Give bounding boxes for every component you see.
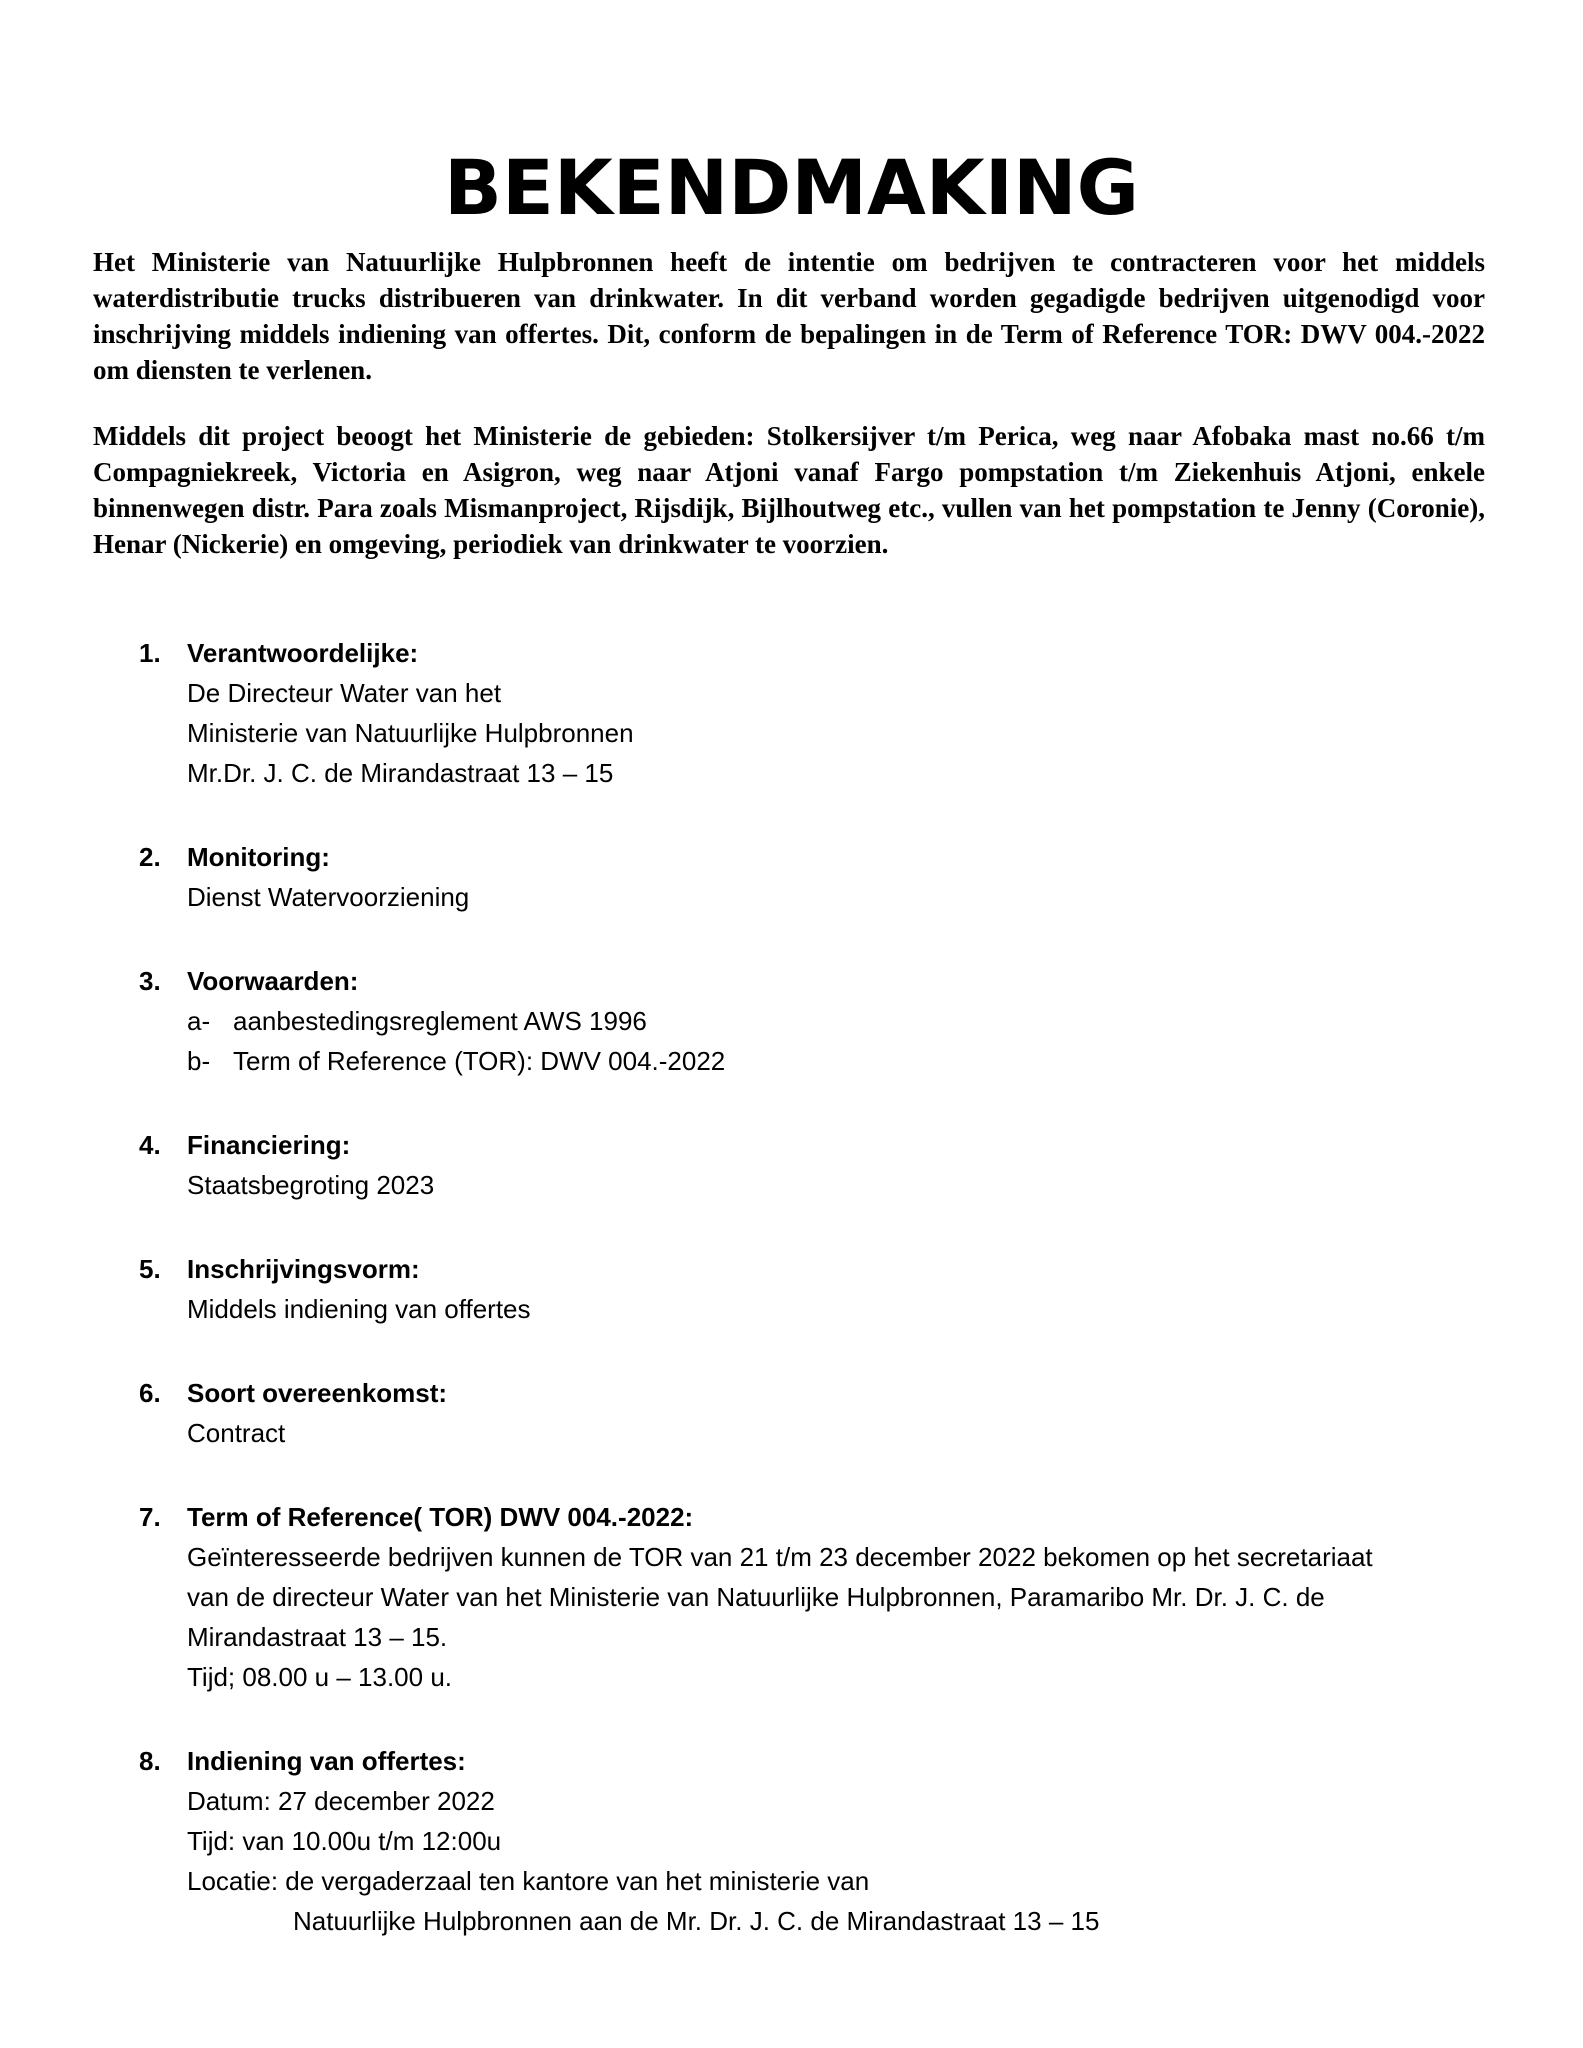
item-line: Mirandastraat 13 – 15. [187, 1622, 448, 1652]
list-item-verantwoordelijke [93, 633, 1493, 793]
item-number: 5. [139, 1254, 161, 1284]
list-item-monitoring [93, 837, 1493, 917]
item-heading: Financiering: [187, 1130, 351, 1160]
item-line: Contract [187, 1418, 286, 1448]
item-line: Tijd; 08.00 u – 13.00 u. [187, 1662, 453, 1692]
item-heading: Term of Reference( TOR) DWV 004.-2022: [187, 1502, 694, 1532]
item-heading: Soort overeenkomst: [187, 1378, 448, 1408]
item-heading: Monitoring: [187, 842, 330, 872]
item-number: 2. [139, 842, 161, 872]
item-number: 7. [139, 1502, 161, 1532]
item-number: 8. [139, 1746, 161, 1776]
numbered-list [93, 633, 1493, 1985]
list-item-financiering [93, 1125, 1493, 1205]
item-line: Staatsbegroting 2023 [187, 1170, 435, 1200]
item-line: Datum: 27 december 2022 [187, 1786, 495, 1816]
sub-item-mark: b- [187, 1046, 211, 1076]
list-item-voorwaarden [93, 961, 1493, 1081]
item-heading: Inschrijvingsvorm: [187, 1254, 420, 1284]
item-heading: Verantwoordelijke: [187, 638, 419, 668]
item-line: Dienst Watervoorziening [187, 882, 470, 912]
sub-item-a [187, 1001, 1493, 1041]
item-line: Geïnteresseerde bedrijven kunnen de TOR van 21 t/m 23 december 2022 bekomen op het secretariaat [187, 1542, 1373, 1572]
item-line: Locatie: de vergaderzaal ten kantore van het ministerie van [187, 1866, 870, 1896]
intro-paragraph-1: Het Ministerie van Natuurlijke Hulpbronnen heeft de intentie om bedrijven te contracteren voor het middels waterdistributie trucks distribueren van drinkwater. In dit verband worden gegadigde bedrijven uitgenodigd voor inschrijving middels indiening van offertes. Dit, conform de bepalingen in de Term of Reference TOR: DWV 004.-2022 om diensten te verlenen. [93, 247, 1485, 385]
item-heading: Indiening van offertes: [187, 1746, 466, 1776]
item-line: Ministerie van Natuurlijke Hulpbronnen [187, 718, 634, 748]
list-item-soort-overeenkomst [93, 1373, 1493, 1453]
list-item-indiening [93, 1741, 1493, 1941]
sub-item-mark: a- [187, 1006, 211, 1036]
item-line: Middels indiening van offertes [187, 1294, 531, 1324]
sub-item-text: aanbestedingsreglement AWS 1996 [233, 1006, 647, 1036]
item-line: De Directeur Water van het [187, 678, 502, 708]
item-heading: Voorwaarden: [187, 966, 359, 996]
page-title: BEKENDMAKING [444, 143, 1139, 232]
item-number: 1. [139, 638, 161, 668]
item-number: 6. [139, 1378, 161, 1408]
item-number: 3. [139, 966, 161, 996]
item-line: Mr.Dr. J. C. de Mirandastraat 13 – 15 [187, 758, 614, 788]
list-item-term-of-reference [93, 1497, 1493, 1697]
list-item-inschrijvingsvorm [93, 1249, 1493, 1329]
item-number: 4. [139, 1130, 161, 1160]
item-line: van de directeur Water van het Ministerie van Natuurlijke Hulpbronnen, Paramaribo Mr. Dr. J. C. de [187, 1582, 1325, 1612]
item-line: Tijd: van 10.00u t/m 12:00u [187, 1826, 502, 1856]
sub-item-text: Term of Reference (TOR): DWV 004.-2022 [233, 1046, 726, 1076]
item-line-indented: Natuurlijke Hulpbronnen aan de Mr. Dr. J. C. de Mirandastraat 13 – 15 [293, 1906, 1100, 1936]
intro-paragraph-2: Middels dit project beoogt het Ministerie de gebieden: Stolkersijver t/m Perica, weg naar Afobaka mast no.66 t/m Compagniekreek, Victoria en Asigron, weg naar Atjoni vanaf Fargo pompstation t/m Ziekenhuis Atjoni, enkele binnenwegen distr. Para zoals Mismanproject, Rijsdijk, Bijlhoutweg etc., vullen van het pompstation te Jenny (Coronie), Henar (Nickerie) en omgeving, periodiek van drinkwater te voorzien. [93, 421, 1485, 559]
sub-item-b [187, 1041, 1493, 1081]
